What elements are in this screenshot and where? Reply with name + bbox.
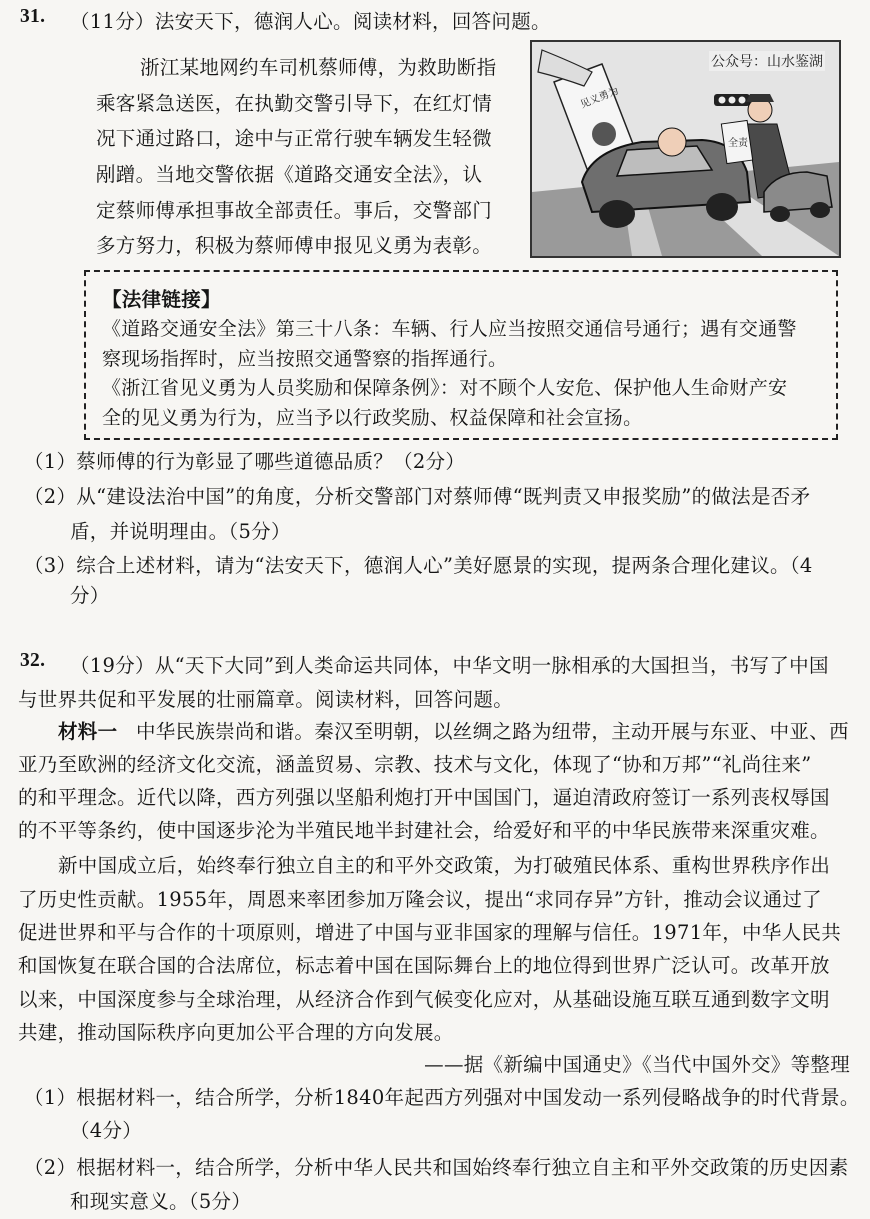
case-line: 定蔡师傅承担事故全部责任。事后，交警部门 xyxy=(96,199,493,222)
law-line: 察现场指挥时，应当按照交通警察的指挥通行。 xyxy=(102,348,508,370)
material1-label: 材料一 xyxy=(58,720,118,743)
material-line: 以来，中国深度参与全球治理，从经济合作到气候变化应对，从基础设施互联互通到数字文明 xyxy=(18,988,830,1011)
cartoon-illustration xyxy=(530,40,841,258)
certificate-text: 见义勇为 xyxy=(579,85,621,111)
q32-question-2-cont: 和现实意义。（5分） xyxy=(70,1190,252,1213)
material-line: 新中国成立后，始终奉行独立自主的和平外交政策，为打破殖民体系、重构世界秩序作出 xyxy=(58,854,831,877)
material-line: 亚乃至欧洲的经济文化交流，涵盖贸易、宗教、技术与文化，体现了“协和万邦”“礼尚往来” xyxy=(18,753,812,776)
q32-question-1: （1）根据材料一，结合所学，分析1840年起西方列强对中国发动一系列侵略战争的时代背景。 xyxy=(24,1086,860,1109)
case-line: 乘客紧急送医，在执勤交警引导下，在红灯情 xyxy=(96,92,493,115)
q31-question-2-cont: 盾，并说明理由。（5分） xyxy=(70,520,291,543)
law-line: 全的见义勇为行为，应当予以行政奖励、权益保障和社会宣扬。 xyxy=(102,407,643,429)
watermark: 公众号：山水鉴湖 xyxy=(709,51,825,71)
case-line: 剐蹭。当地交警依据《道路交通安全法》，认 xyxy=(96,163,483,186)
q31-question-3: （3）综合上述材料，请为“法安天下，德润人心”美好愿景的实现，提两条合理化建议。（4 xyxy=(24,554,813,577)
law-line: 《道路交通安全法》第三十八条：车辆、行人应当按照交通信号通行；遇有交通警 xyxy=(102,318,797,340)
sign-text: 全责 xyxy=(728,138,748,149)
case-line: 况下通过路口，途中与正常行驶车辆发生轻微 xyxy=(96,127,493,150)
q32-question-2: （2）根据材料一，结合所学，分析中华人民共和国始终奉行独立自主和平外交政策的历史因素 xyxy=(24,1156,849,1179)
q32-question-1-cont: （4分） xyxy=(70,1119,143,1142)
case-line: 浙江某地网约车司机蔡师傅，为救助断指 xyxy=(140,56,497,79)
case-line: 多方努力，积极为蔡师傅申报见义勇为表彰。 xyxy=(96,234,493,257)
law-box-title: 【法律链接】 xyxy=(102,288,221,311)
material-line: 和国恢复在联合国的合法席位，标志着中国在国际舞台上的地位得到世界广泛认可。改革开放 xyxy=(18,954,830,977)
material-line: 中华民族崇尚和谐。秦汉至明朝，以丝绸之路为纽带，主动开展与东亚、中亚、西 xyxy=(136,720,849,743)
q31-header: （11分）法安天下，德润人心。阅读材料，回答问题。 xyxy=(70,10,551,33)
traffic-light xyxy=(714,94,750,106)
q32-number: 32. xyxy=(20,650,46,671)
q32-header-cont: 与世界共促和平发展的壮丽篇章。阅读材料，回答问题。 xyxy=(18,688,514,711)
q32-header: （19分）从“天下大同”到人类命运共同体，中华文明一脉相承的大国担当，书写了中国 xyxy=(70,654,829,677)
material-line: 的和平理念。近代以降，西方列强以坚船利炮打开中国国门，逼迫清政府签订一系列丧权辱国 xyxy=(18,786,830,809)
material-line: 的不平等条约，使中国逐步沦为半殖民地半封建社会，给爱好和平的中华民族带来深重灾难。 xyxy=(18,819,830,842)
q31-question-2: （2）从“建设法治中国”的角度，分析交警部门对蔡师傅“既判责又申报奖励”的做法是否矛 xyxy=(24,485,811,508)
q31-question-1: （1）蔡师傅的行为彰显了哪些道德品质？（2分） xyxy=(24,450,466,473)
cartoon-drawing xyxy=(532,42,839,256)
material-line: 共建，推动国际秩序向更加公平合理的方向发展。 xyxy=(18,1021,454,1044)
material-line: 促进世界和平与合作的十项原则，增进了中国与亚非国家的理解与信任。1971年，中华人民共 xyxy=(18,921,842,944)
material-line: 了历史性贡献。1955年，周恩来率团参加万隆会议，提出“求同存异”方针，推动会议通过了 xyxy=(18,888,822,911)
material-source: ——据《新编中国通史》《当代中国外交》等整理 xyxy=(424,1053,850,1076)
law-line: 《浙江省见义勇为人员奖励和保障条例》：对不顾个人安危、保护他人生命财产安 xyxy=(102,377,788,399)
q31-question-3-cont: 分） xyxy=(70,584,110,607)
q31-number: 31. xyxy=(20,6,46,27)
